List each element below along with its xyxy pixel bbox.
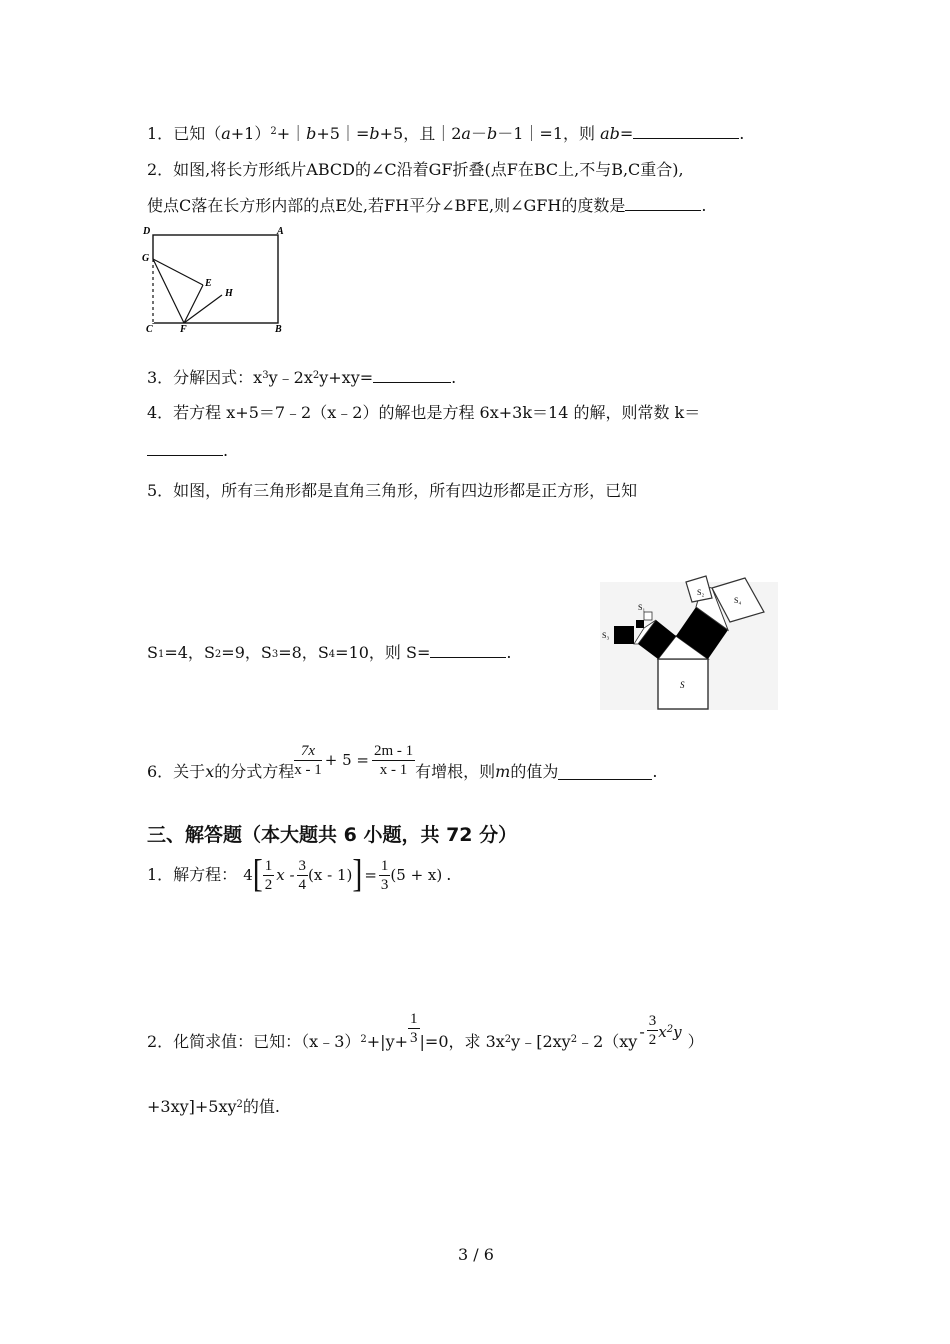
question-2-line-2: 使点C落在长方形内部的点E处,若FH平分∠BFE,则∠GFH的度数是 . [147,196,707,215]
folded-rectangle-figure [140,224,290,334]
answer-blank[interactable] [430,643,506,658]
question-4-line-1: 4．若方程 x+5＝7﹣2（x﹣2）的解也是方程 6x+3k＝14 的解，则常数 k＝ [147,403,701,422]
answer-blank[interactable] [558,765,652,780]
label-G: G [142,253,150,264]
question-2-line-1: 2．如图,将长方形纸片ABCD的∠C沿着GF折叠(点F在BC上,不与B,C重合), [147,160,684,179]
label-E: E [205,278,212,289]
question-3: 3．分解因式：$x^3y﹣2x^2y+xy=$ . [147,368,457,387]
label-S: S [680,680,685,690]
answer-blank[interactable] [625,196,701,211]
question-5-line-1: 5．如图，所有三角形都是直角三角形，所有四边形都是正方形，已知 [147,481,638,500]
label-H: H [225,288,233,299]
label-B: B [275,324,282,334]
question-1: 1．已知$(a+1)^2+|b+5|=b+5$，且｜2a－b－1｜=1，则 ab= . [147,124,745,143]
simplify-question-2: 2．化简求值：已知：（x﹣3）$^2$+|y+ $\frac{1}{3}$ |=0，求 $3x^2y﹣[2xy^2﹣2(xy$ - $\frac{3}{2}$ $x^2y$ ） [147,1010,704,1051]
label-S3: S₃ [602,631,610,640]
answer-blank[interactable] [373,368,451,383]
label-D: D [143,226,151,237]
section-title: 三、解答题（本大题共 6 小题，共 72 分） [147,824,518,846]
label-S4: S₄ [734,596,742,605]
label-C: C [146,324,153,334]
label-S1: S₁ [638,603,646,612]
question-4-line-2: . [147,441,228,461]
fraction: $\frac{2m - 1}{x - 1}$ [373,742,414,778]
simplify-question-2-line-2: $+3xy]+5xy^2$的值. [147,1097,281,1116]
question-6: 6．关于 x 的分式方程 $\frac{7x}{x - 1}$ + 5 = $\frac{2m - 1}{x - 1}$ 有增根，则 m 的值为 . [147,742,658,781]
page-number: 3 / 6 [458,1245,494,1264]
fraction: $\frac{7x}{x - 1}$ [294,742,322,778]
answer-blank[interactable] [633,124,739,139]
question-5-line-2: S1=4，S2=9，S3=8，S4=10，则 S= . [147,643,512,662]
label-A: A [277,226,284,237]
answer-blank[interactable] [147,441,223,456]
solve-question-1: 1．解方程： 4 [ $\frac{1}{2}$ x - $\frac{3}{4}$ (x - 1) ] = $\frac{1}{3}$ (5 + x) . [147,852,452,896]
pythagoras-squares-figure [600,572,778,710]
label-F: F [180,324,187,334]
label-S2: S₂ [697,588,705,597]
